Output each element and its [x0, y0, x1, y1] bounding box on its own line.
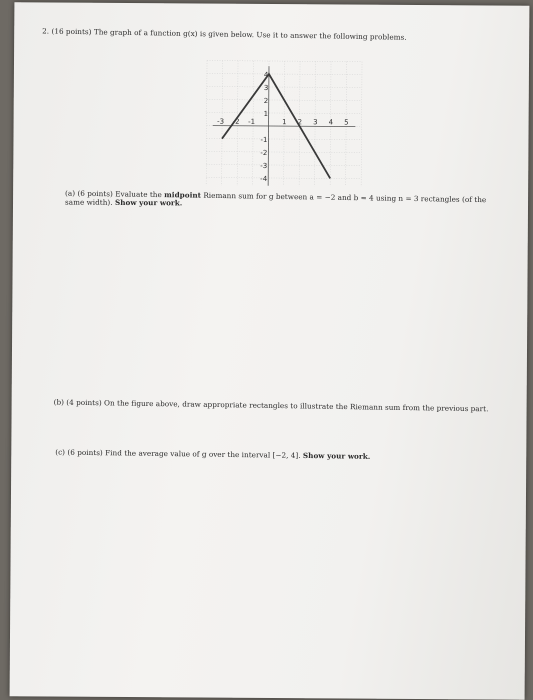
x-tick-label: -1 — [248, 117, 256, 126]
grid-line-h — [206, 165, 361, 166]
x-tick-label: 3 — [313, 118, 318, 127]
function-graph — [193, 55, 394, 186]
part-a-text-2: Riemann sum for g between a = −2 and b = 4 using n = 3 rectangles (of the — [203, 190, 487, 205]
part-a-text-3: same width). — [65, 197, 113, 207]
grid-line-h — [207, 113, 362, 114]
y-tick-label: 3 — [263, 83, 269, 92]
part-a-label: (a) — [65, 188, 76, 198]
x-tick-label: 1 — [282, 118, 287, 127]
x-tick-label: 4 — [328, 118, 334, 127]
part-a-midpoint: midpoint — [164, 190, 202, 200]
part-c-points: (6 points) — [67, 447, 103, 458]
problem-number: 2. — [42, 26, 50, 36]
y-tick-label: 1 — [263, 109, 269, 118]
x-tick-label: 5 — [344, 118, 349, 127]
y-tick-label: -2 — [260, 148, 268, 157]
part-c — [55, 448, 370, 461]
x-tick-label: 2 — [297, 118, 303, 127]
x-tick-label: -3 — [217, 117, 225, 126]
worksheet-page — [10, 2, 530, 700]
part-a-points: (6 points) — [77, 188, 113, 199]
problem-statement — [42, 26, 407, 41]
part-b-text: On the figure above, draw appropriate rectangles to illustrate the Riemann sum from the previous part. — [104, 398, 489, 414]
grid-line-h — [206, 178, 361, 179]
y-tick-label: 4 — [263, 70, 269, 79]
part-b-label: (b) — [53, 397, 65, 407]
part-a-line-2 — [65, 198, 182, 208]
y-tick-label: -3 — [260, 161, 268, 170]
part-b — [54, 397, 489, 413]
y-tick-label: 2 — [263, 96, 269, 105]
y-tick-label: -1 — [260, 135, 268, 144]
problem-intro: The graph of a function g(x) is given below. Use it to answer the following problems. — [93, 27, 407, 42]
graph-tick-labels — [217, 71, 349, 184]
part-c-label: (c) — [55, 447, 66, 457]
part-c-text: Find the average value of g over the interval [−2, 4]. — [105, 448, 301, 460]
part-a-text-1: Evaluate the — [115, 189, 162, 200]
part-b-points: (4 points) — [66, 397, 102, 408]
grid-line-v — [206, 61, 207, 187]
grid-line-v — [361, 62, 362, 187]
part-c-show-work: Show your work. — [302, 450, 371, 461]
x-tick-label: -2 — [232, 117, 240, 126]
y-tick-label: -4 — [260, 174, 268, 183]
part-a-show-work: Show your work. — [114, 197, 183, 208]
problem-points: (16 points) — [51, 26, 92, 37]
